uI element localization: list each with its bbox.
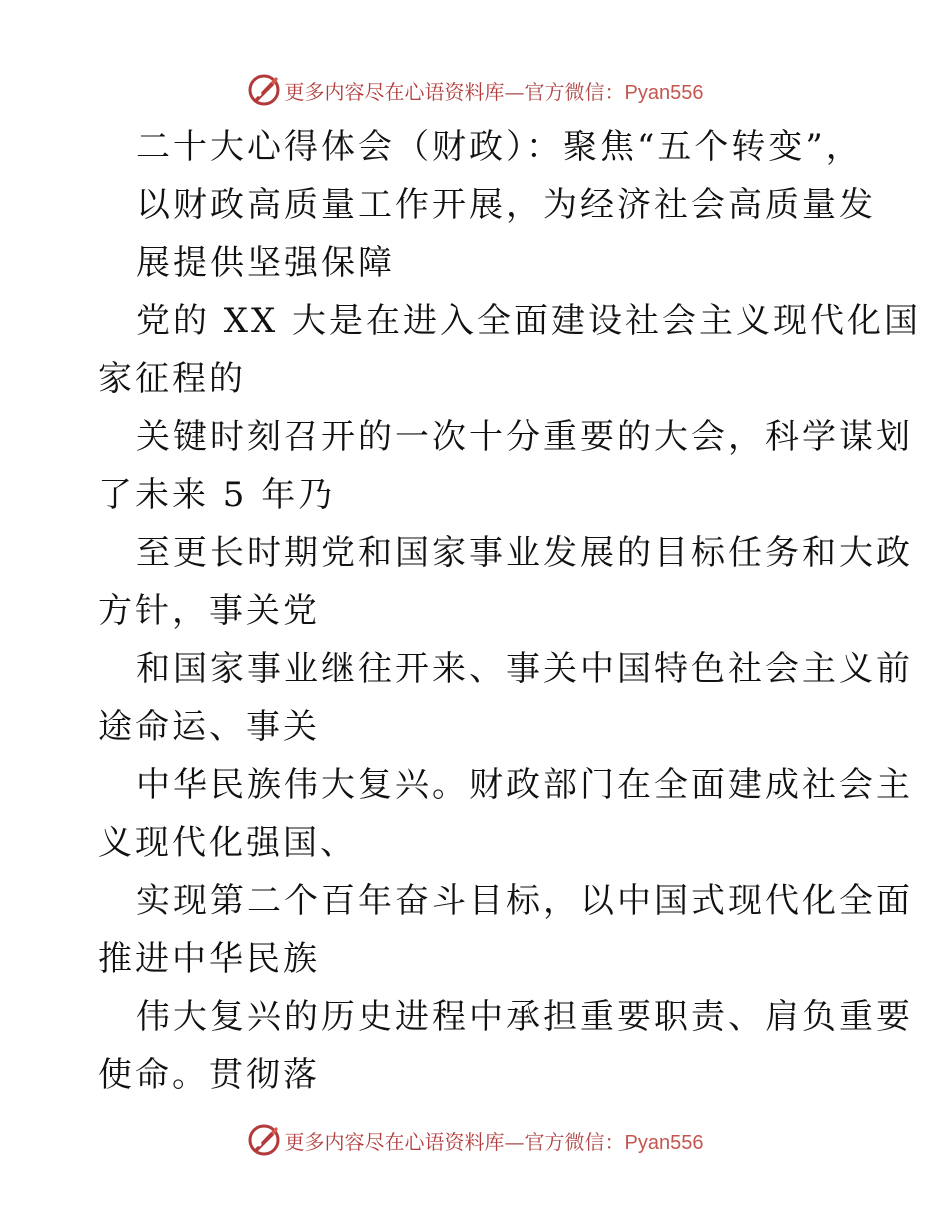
body-line: 义现代化强国、 (98, 823, 357, 863)
body-line: 伟大复兴的历史进程中承担重要职责、肩负重要 (136, 997, 913, 1037)
title-line-2: 以财政高质量工作开展，为经济社会高质量发 (136, 185, 876, 225)
header-wechat-handle: Pyan556 (624, 81, 704, 104)
body-line: 使命。贯彻落 (98, 1055, 320, 1095)
header-banner (0, 70, 950, 110)
body-line: 家征程的 (98, 359, 246, 399)
body-line: 方针，事关党 (98, 591, 320, 631)
body-line: 途命运、事关 (98, 707, 320, 747)
body-line: 中华民族伟大复兴。财政部门在全面建成社会主 (136, 765, 913, 805)
footer-dash: — (504, 1129, 525, 1154)
title-line-1: 二十大心得体会（财政）：聚焦“五个转变”， (136, 127, 863, 167)
header-site-name: 更多内容尽在心语资料库 (284, 79, 505, 104)
header-banner-text (285, 76, 704, 105)
body-line: 关键时刻召开的一次十分重要的大会，科学谋划 (136, 417, 913, 457)
footer-wechat-handle: Pyan556 (624, 1131, 704, 1154)
body-line: 和国家事业继往开来、事关中国特色社会主义前 (136, 649, 913, 689)
body-line: 党的 XX 大是在进入全面建设社会主义现代化国 (136, 301, 922, 341)
body-line: 了未来 5 年乃 (98, 475, 336, 515)
footer-banner-text (285, 1126, 704, 1155)
title-line-3: 展提供坚强保障 (136, 243, 395, 283)
header-dash: — (504, 79, 525, 104)
footer-wechat-label: 官方微信： (524, 1129, 625, 1154)
quill-logo-icon (247, 1123, 281, 1157)
body-line: 实现第二个百年奋斗目标，以中国式现代化全面 (136, 881, 913, 921)
footer-banner (0, 1120, 950, 1160)
body-line: 至更长时期党和国家事业发展的目标任务和大政 (136, 533, 913, 573)
body-line: 推进中华民族 (98, 939, 320, 979)
footer-site-name: 更多内容尽在心语资料库 (284, 1129, 505, 1154)
header-wechat-label: 官方微信： (524, 79, 625, 104)
quill-logo-icon (247, 73, 281, 107)
document-body (98, 118, 922, 1104)
